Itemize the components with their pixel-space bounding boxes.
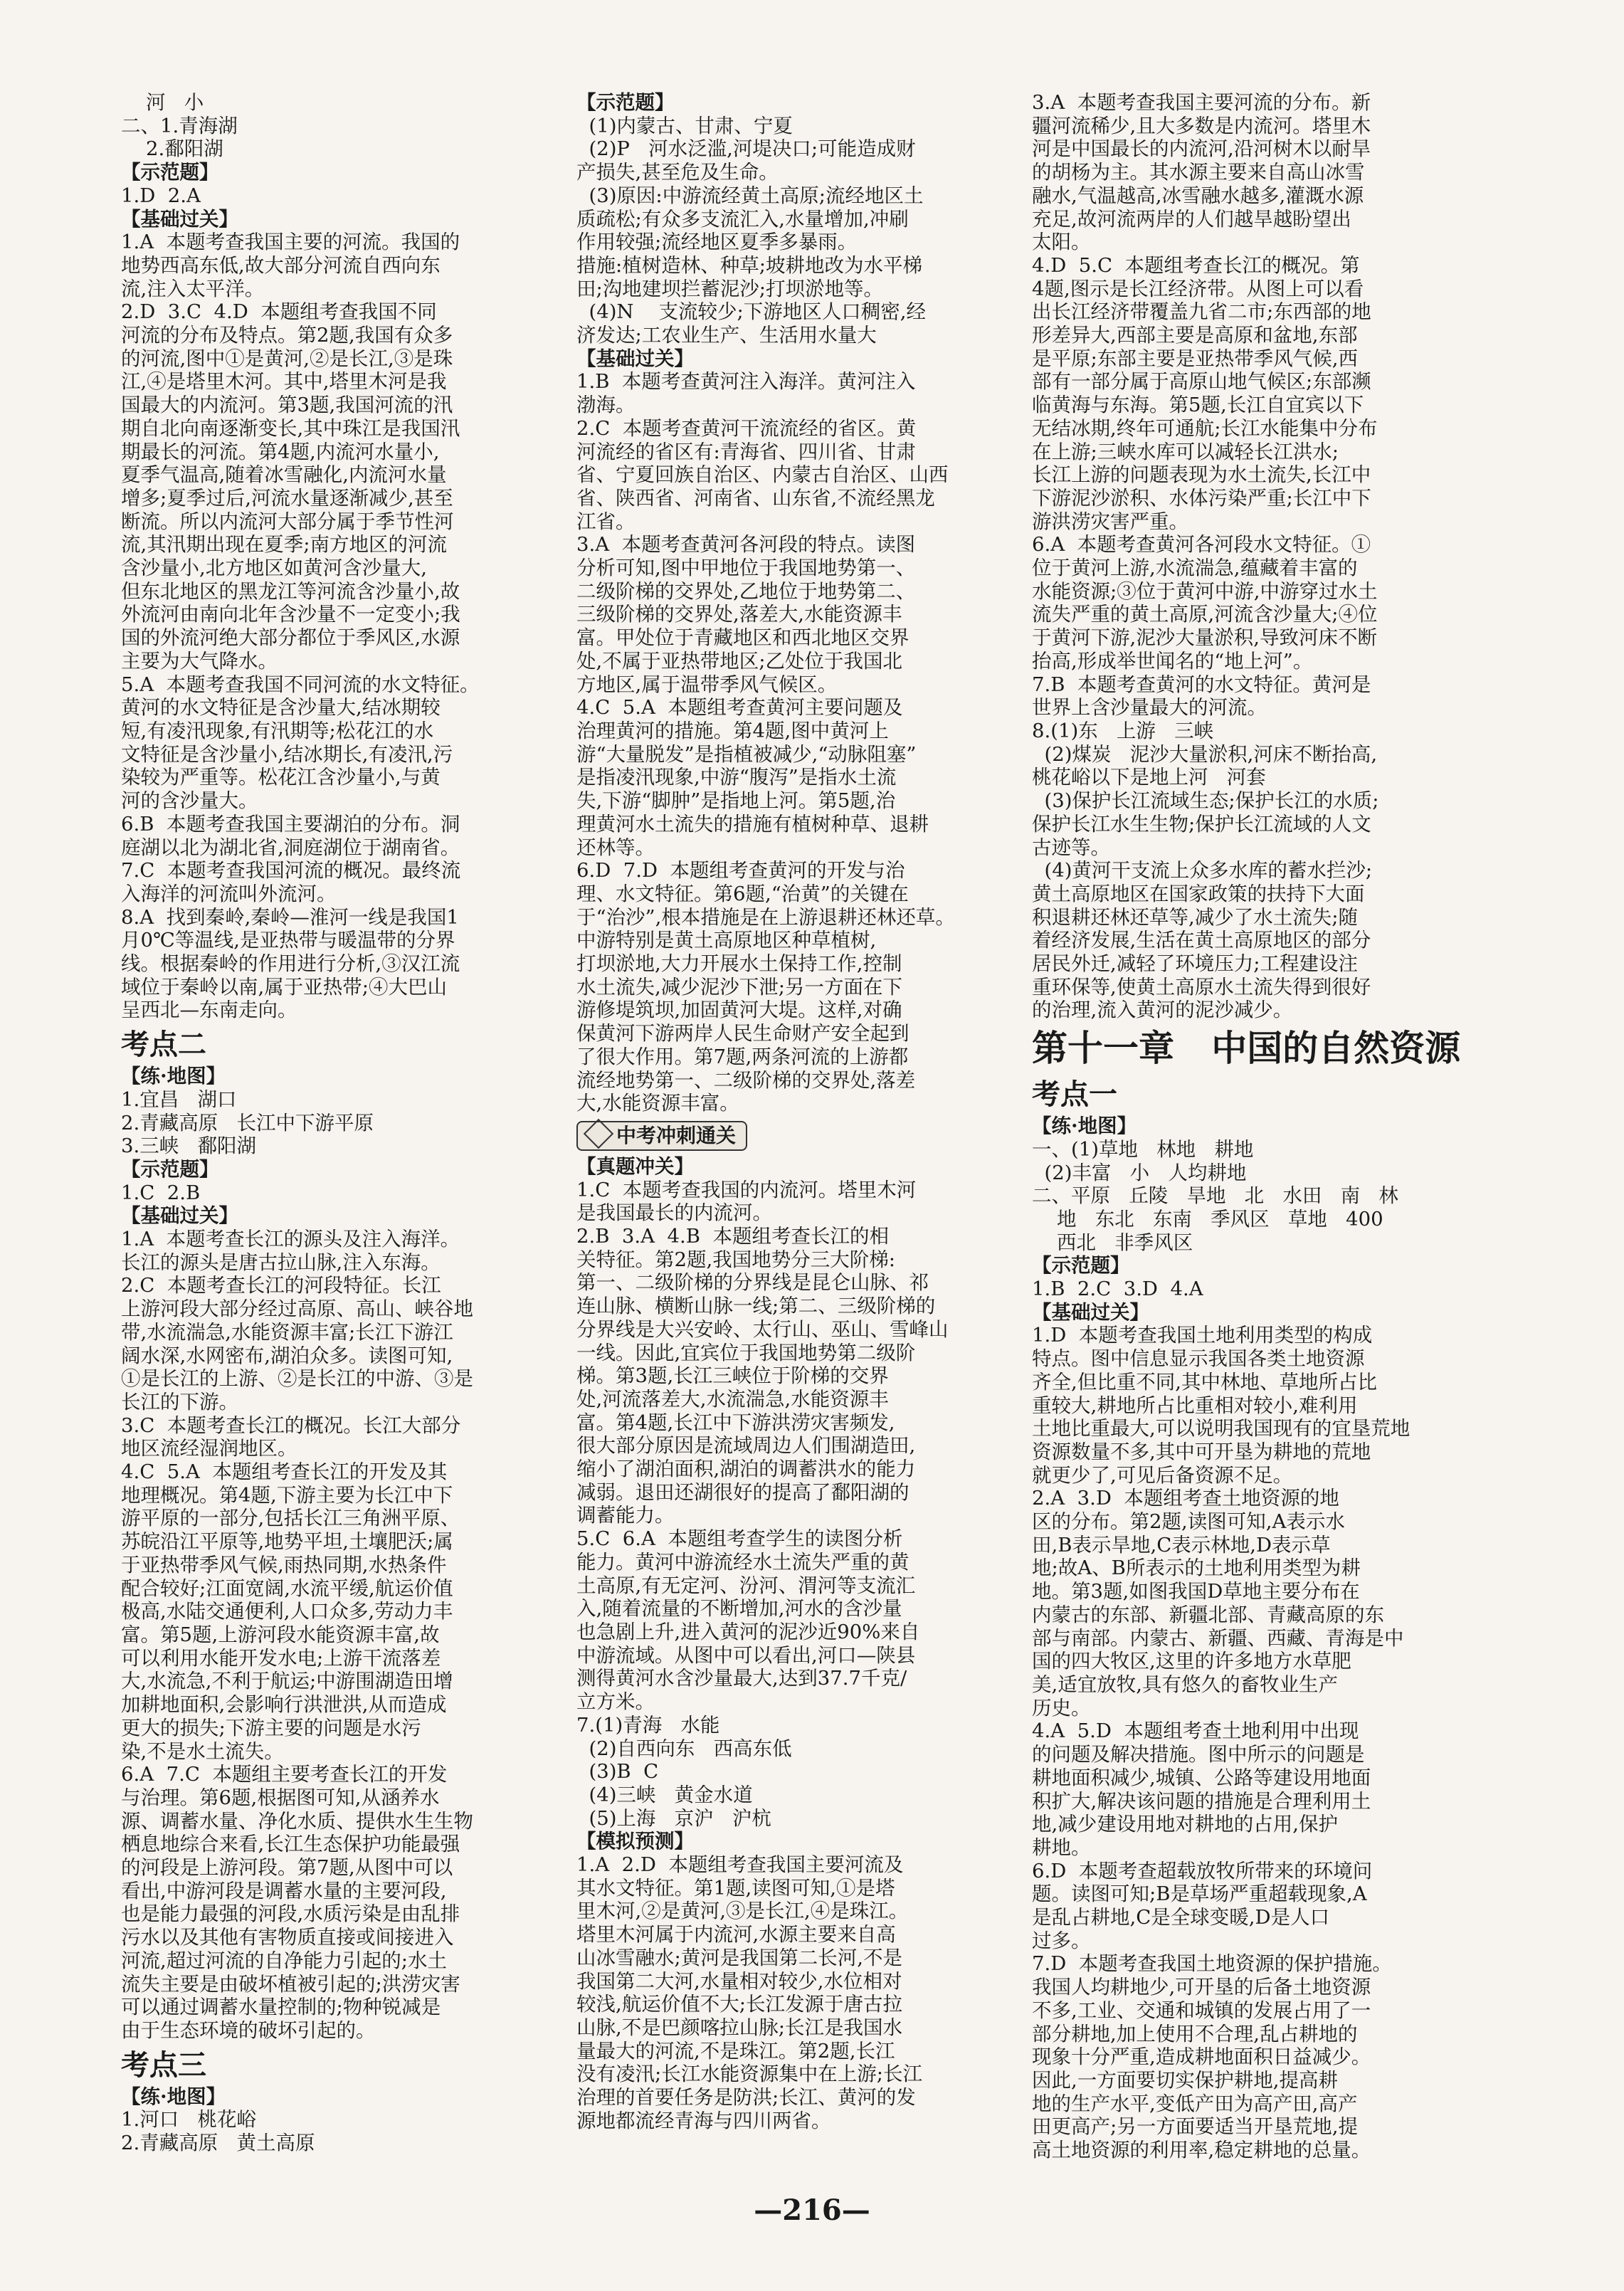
answer-line: 的问题及解决措施。图中所示的问题是 [1032, 1743, 1365, 1766]
answer-line: 短,有凌汛现象,有汛期等;松花江的水 [121, 719, 434, 742]
answer-line: 1.A 本题考查长江的源头及注入海洋。 [121, 1228, 460, 1251]
answer-line: 临黄海与东海。第5题,长江自宜宾以下 [1032, 394, 1364, 417]
answer-line: 7.(1)青海 水能 [576, 1713, 720, 1737]
answer-line: 是平原;东部主要是亚热带季风气候,西 [1032, 347, 1359, 370]
answer-line: 高土地资源的利用率,稳定耕地的总量。 [1032, 2139, 1371, 2162]
answer-line: 打坝淤地,大力开展水土保持工作,控制 [576, 952, 902, 976]
answer-line: 7.B 本题考查黄河的水文特征。黄河是 [1032, 673, 1371, 696]
answer-line: 河的含沙量大。 [121, 789, 258, 813]
answer-line: 染较为严重等。松花江含沙量小,与黄 [121, 766, 441, 789]
answer-line: 地势西高东低,故大部分河流自西向东 [121, 253, 441, 277]
subsection-label: 【练·地图】 [121, 1065, 226, 1088]
answer-line: 6.B 本题考查我国主要湖泊的分布。洞 [121, 812, 460, 836]
answer-line: 居民外迁,减轻了环境压力;工程建设注 [1032, 952, 1359, 976]
answer-line: 1.D 本题考查我国土地利用类型的构成 [1032, 1324, 1373, 1347]
answer-line: 因此,一方面要切实保护耕地,提高耕 [1032, 2068, 1338, 2092]
answer-line: 于黄河下游,泥沙大量淤积,导致河床不断 [1032, 626, 1377, 650]
answer-line: 不多,工业、交通和城镇的发展占用了一 [1032, 1998, 1371, 2022]
answer-line: 域位于秦岭以南,属于亚热带;④大巴山 [121, 975, 448, 999]
answer-line: 加耕地面积,会影响行洪泄洪,从而造成 [121, 1693, 447, 1717]
answer-line: 梯。第3题,长江三峡位于阶梯的交界 [576, 1364, 889, 1388]
answer-line: 河流,超过河流的自净能力引起的;水土 [121, 1949, 448, 1972]
answer-line: 富。第5题,上游河段水能资源丰富,故 [121, 1623, 440, 1646]
answer-line: 流失严重的黄土高原,河流含沙量大;④位 [1032, 603, 1378, 626]
answer-line: 7.D 本题考查我国土地资源的保护措施。 [1032, 1952, 1392, 1976]
answer-line: 重环保等,使黄土高原水土流失得到很好 [1032, 975, 1371, 999]
answer-line: 分析可知,图中甲地位于我国地势第一、 [576, 557, 916, 580]
answer-line: 里木河,②是黄河,③是长江,④是珠江。 [576, 1900, 909, 1923]
subsection-label: 【练·地图】 [1032, 1115, 1137, 1138]
answer-line: 西北 非季风区 [1032, 1231, 1193, 1254]
answer-line: 作用较强;流经地区夏季多暴雨。 [576, 231, 858, 254]
answer-line: 抬高,形成举世闻名的“地上河”。 [1032, 649, 1313, 673]
answer-line: 题。读图可知;B是草场严重超载现象,A [1032, 1882, 1367, 1906]
answer-line: 水土流失,减少泥沙下泄;另一方面在下 [576, 975, 903, 999]
answer-line: 游“大量脱发”是指植被减少,“动脉阻塞” [576, 742, 917, 766]
answer-line: 地的生产水平,变低产田为高产田,高产 [1032, 2092, 1358, 2115]
answer-line: 的河流,图中①是黄河,②是长江,③是珠 [121, 347, 453, 370]
answer-line: 的河段是上游河段。第7题,从图中可以 [121, 1856, 453, 1880]
answer-line: 的治理,流入黄河的泥沙减少。 [1032, 999, 1293, 1022]
answer-line: 4.C 5.A 本题组考查黄河主要问题及 [576, 696, 903, 720]
answer-line: 分界线是大兴安岭、太行山、巫山、雪峰山 [576, 1317, 949, 1341]
answer-line: 土地比重最大,可以说明我国现有的宜垦荒地 [1032, 1417, 1411, 1441]
answer-line: (2)P 河水泛滥,河堤决口;可能造成财 [576, 137, 916, 161]
answer-line: 特点。图中信息显示我国各类土地资源 [1032, 1347, 1365, 1371]
subsection-label: 【基础过关】 [121, 1204, 238, 1228]
answer-line: 测得黄河水含沙量最大,达到37.7千克/ [576, 1667, 907, 1690]
answer-line: 齐全,但比重不同,其中林地、草地所占比 [1032, 1370, 1377, 1394]
answer-line: 江省。 [576, 510, 636, 533]
answer-line: 着经济发展,生活在黄土高原地区的部分 [1032, 929, 1371, 952]
page-number: —216— [754, 2193, 870, 2227]
answer-line: 主要为大气降水。 [121, 649, 278, 673]
answer-line: 1.D 2.A [121, 184, 201, 207]
answer-line: 地;故A、B所表示的土地利用类型为耕 [1032, 1557, 1361, 1580]
answer-line: 3.A 本题考查黄河各河段的特点。读图 [576, 533, 916, 557]
answer-line: 4.C 5.A 本题组考查长江的开发及其 [121, 1460, 448, 1484]
answer-line: 渤海。 [576, 394, 636, 417]
answer-line: 1.宜昌 湖口 [121, 1087, 237, 1111]
answer-line: 治理黄河的措施。第4题,图中黄河上 [576, 719, 889, 742]
answer-line: 耕地。 [1032, 1836, 1091, 1859]
answer-line: 2.青藏高原 长江中下游平原 [121, 1111, 374, 1134]
answer-line: 国的外流河绝大部分都位于季风区,水源 [121, 626, 460, 650]
answer-line: 带,水流湍急,水能资源丰富;长江下游江 [121, 1320, 453, 1344]
answer-line: 我国第二大河,水量相对较少,水位相对 [576, 1969, 902, 1993]
answer-line: 关特征。第2题,我国地势分三大阶梯: [576, 1248, 896, 1271]
answer-line: 6.D 7.D 本题组考查黄河的开发与治 [576, 859, 905, 883]
answer-line: 3.三峡 鄱阳湖 [121, 1134, 256, 1158]
answer-line: 地区流经湿润地区。 [121, 1437, 297, 1460]
answer-line: 还林等。 [576, 836, 655, 859]
answer-line: 河是中国最长的内流河,沿河树木以耐旱 [1032, 137, 1371, 161]
answer-line: 更大的损失;下游主要的问题是水污 [121, 1716, 421, 1739]
answer-line: 长江上游的问题表现为水土流失,长江中 [1032, 463, 1371, 487]
answer-line: 质疏松;有众多支流汇入,水量增加,冲刷 [576, 207, 909, 231]
answer-line: 历史。 [1032, 1696, 1091, 1719]
answer-line: 2.C 本题考查黄河干流流经的省区。黄 [576, 416, 917, 440]
diamond-icon [584, 1119, 613, 1149]
answer-line: 栖息地综合来看,长江生态保护功能最强 [121, 1833, 460, 1856]
answer-line: 1.A 本题考查我国主要的河流。我国的 [121, 231, 460, 254]
answer-line: 源、调蓄水量、净化水质、提供水生生物 [121, 1809, 473, 1833]
answer-line: 资源数量不多,其中可开垦为耕地的荒地 [1032, 1440, 1371, 1463]
answer-line: 三级阶梯的交界处,落差大,水能资源丰 [576, 603, 902, 626]
answer-line: 黄土高原地区在国家政策的扶持下大面 [1032, 882, 1365, 905]
answer-line: 游洪涝灾害严重。 [1032, 510, 1188, 533]
answer-line: 地理概况。第4题,下游主要为长江中下 [121, 1483, 453, 1507]
answer-line: 1.河口 桃花峪 [121, 2108, 256, 2132]
answer-line: 太阳。 [1032, 231, 1091, 254]
answer-line: 入,随着流量的不断增加,河水的含沙量 [576, 1597, 902, 1621]
answer-line: 配合较好;江面宽阔,水流平缓,航运价值 [121, 1576, 453, 1600]
answer-line: 古迹等。 [1032, 836, 1110, 859]
section-heading: 考点三 [121, 2048, 206, 2082]
answer-line: 看出,中游河段是调蓄水量的主要河段, [121, 1879, 447, 1902]
answer-line: 污水以及其他有害物质直接或间接进入 [121, 1926, 454, 1949]
answer-line: 山冰雪融水;黄河是我国第二长河,不是 [576, 1946, 903, 1969]
answer-line: 没有凌汛;长江水能资源集中在上游;长江 [576, 2063, 923, 2086]
answer-line: 地 东北 东南 季风区 草地 400 [1032, 1207, 1383, 1231]
answer-line: 积退耕还林还草等,减少了水土流失;随 [1032, 905, 1359, 929]
answer-line: 6.D 本题考查超载放牧所带来的环境问 [1032, 1859, 1373, 1882]
subsection-label: 【真题冲关】 [576, 1154, 694, 1178]
answer-line: 济发达;工农业生产、生活用水量大 [576, 324, 877, 347]
answer-line: 于“治沙”,根本措施是在上游退耕还林还草。 [576, 905, 955, 929]
answer-line: 美,适宜放牧,具有悠久的畜牧业生产 [1032, 1673, 1338, 1696]
answer-line: 江,④是塔里木河。其中,塔里木河是我 [121, 370, 447, 394]
answer-column-middle [576, 91, 1067, 2132]
answer-line: 1.B 本题考查黄河注入海洋。黄河注入 [576, 370, 916, 394]
answer-line: (3)保护长江流域生态;保护长江的水质; [1032, 789, 1379, 813]
answer-line: 2.A 3.D 本题组考查土地资源的地 [1032, 1487, 1339, 1510]
answer-line: 理黄河水土流失的措施有植树种草、退耕 [576, 812, 929, 836]
answer-line: 积扩大,解决该问题的措施是合理利用土 [1032, 1789, 1371, 1813]
answer-line: 也急剧上升,进入黄河的泥沙近90%来自 [576, 1621, 920, 1643]
answer-line: 6.A 7.C 本题组主要考查长江的开发 [121, 1763, 448, 1786]
answer-line: 国最大的内流河。第3题,我国河流的汛 [121, 394, 453, 417]
subsection-label: 【练·地图】 [121, 2085, 226, 2108]
answer-line: 地。第3题,如图我国D草地主要分布在 [1032, 1580, 1360, 1603]
answer-line: 的胡杨为主。其水源主要来自高山冰雪 [1032, 161, 1365, 184]
answer-line: 富。第4题,长江中下游洪涝灾害频发, [576, 1411, 895, 1434]
answer-column-right [1032, 91, 1523, 2162]
answer-line: 充足,故河流两岸的人们越旱越盼望出 [1032, 207, 1351, 231]
answer-line: 融水,气温越高,冰雪融水越多,灌溉水源 [1032, 184, 1364, 207]
answer-line: 部与南部。内蒙古、新疆、西藏、青海是中 [1032, 1626, 1404, 1650]
answer-line: 调蓄能力。 [576, 1504, 675, 1527]
answer-line: 流,其汛期出现在夏季;南方地区的河流 [121, 533, 448, 557]
answer-line: 二级阶梯的交界处,乙地位于地势第二、 [576, 579, 916, 603]
answer-line: 处,河流落差大,水流湍急,水能资源丰 [576, 1387, 889, 1411]
answer-line: 2.C 本题考查长江的河段特征。长江 [121, 1274, 441, 1297]
answer-line: 出长江经济带覆盖九省二市;东西部的地 [1032, 300, 1371, 324]
answer-line: 缩小了湖泊面积,湖泊的调蓄洪水的能力 [576, 1458, 916, 1481]
answer-line: 中游流域。从图中可以看出,河口—陕县 [576, 1643, 916, 1667]
answer-line: 流经地势第一、二级阶梯的交界处,落差 [576, 1068, 916, 1092]
answer-line: 呈西北—东南走向。 [121, 999, 297, 1022]
answer-line: (3)原因:中游流经黄土高原;流经地区土 [576, 184, 924, 207]
answer-line: (2)丰富 小 人均耕地 [1032, 1161, 1247, 1184]
answer-line: 游修堤筑坝,加固黄河大堤。这样,对确 [576, 999, 902, 1022]
subsection-label: 【基础过关】 [576, 347, 694, 370]
answer-line: 大,水能资源丰富。 [576, 1092, 739, 1115]
answer-line: 区的分布。第2题,读图可知,A表示水 [1032, 1510, 1345, 1534]
answer-line: 染,不是水土流失。 [121, 1739, 284, 1763]
answer-line: 8.A 找到秦岭,秦岭—淮河一线是我国1 [121, 905, 459, 929]
answer-line: 田,B表示旱地,C表示林地,D表示草 [1032, 1533, 1331, 1557]
answer-line: 省、陕西省、河南省、山东省,不流经黑龙 [576, 486, 935, 510]
answer-line: 游平原的一部分,包括长江三角洲平原、 [121, 1507, 460, 1530]
answer-line: 河流的分布及特点。第2题,我国有众多 [121, 324, 453, 347]
answer-line: 6.A 本题考查黄河各河段水文特征。① [1032, 533, 1371, 557]
answer-line: 世界上含沙量最大的河流。 [1032, 696, 1267, 720]
answer-line: 1.B 2.C 3.D 4.A [1032, 1278, 1203, 1301]
answer-line: 2.D 3.C 4.D 本题组考查我国不同 [121, 300, 437, 324]
answer-line: 4.A 5.D 本题组考查土地利用中出现 [1032, 1719, 1359, 1743]
answer-line: 二、平原 丘陵 旱地 北 水田 南 林 [1032, 1184, 1398, 1208]
answer-line: 立方米。 [576, 1690, 655, 1714]
answer-line: 较浅,航运价值不大;长江发源于唐古拉 [576, 1993, 903, 2016]
answer-line: 其水文特征。第1题,读图可知,①是塔 [576, 1876, 895, 1900]
answer-line: 土高原,有无定河、汾河、渭河等支流汇 [576, 1574, 916, 1597]
answer-line: 塔里木河属于内流河,水源主要来自高 [576, 1923, 896, 1947]
answer-line: 中游特别是黄土高原地区种草植树, [576, 929, 877, 952]
answer-line: 极高,水陆交通便利,人口众多,劳动力丰 [121, 1600, 453, 1623]
answer-line: 月0℃等温线,是亚热带与暖温带的分界 [121, 929, 455, 952]
answer-line: 水能资源;③位于黄河中游,中游穿过水土 [1032, 579, 1378, 603]
answer-line: 过多。 [1032, 1929, 1091, 1952]
answer-line: 5.C 6.A 本题组考查学生的读图分析 [576, 1527, 903, 1551]
answer-line: 大,水流急,不利于航运;中游围湖造田增 [121, 1670, 453, 1693]
answer-line: 1.C 2.B [121, 1181, 201, 1204]
answer-line: 与治理。第6题,根据图可知,从涵养水 [121, 1786, 440, 1809]
answer-line: 方地区,属于温带季风气候区。 [576, 673, 838, 696]
answer-line: (4)N 支流较少;下游地区人口稠密,经 [576, 300, 926, 324]
answer-line: 流失主要是由破坏植被引起的;洪涝灾害 [121, 1972, 460, 1996]
answer-line: 措施:植树造林、种草;坡耕地改为水平梯 [576, 253, 923, 277]
answer-line: 就更少了,可见后备资源不足。 [1032, 1463, 1293, 1487]
answer-line: 期自北向南逐渐变长,其中珠江是我国汛 [121, 416, 460, 440]
answer-line: (4)黄河干支流上众多水库的蓄水拦沙; [1032, 859, 1373, 883]
answer-line: 二、1.青海湖 [121, 114, 238, 137]
answer-line: 3.A 本题考查我国主要河流的分布。新 [1032, 91, 1371, 114]
answer-line: (3)B C [576, 1760, 659, 1784]
answer-line: 一线。因此,宜宾位于我国地势第二级阶 [576, 1341, 916, 1364]
subsection-label: 【示范题】 [121, 161, 219, 184]
answer-line: 重较大,耕地所占比重相对较小,难利用 [1032, 1394, 1358, 1417]
answer-line: 山脉,不是巴颜喀拉山脉;长江是我国水 [576, 2016, 903, 2039]
answer-line: 苏皖沿江平原等,地势平坦,土壤肥沃;属 [121, 1530, 453, 1554]
answer-line: 但东北地区的黑龙江等河流含沙量小,故 [121, 579, 460, 603]
answer-line: 7.C 本题考查我国河流的概况。最终流 [121, 859, 461, 883]
answer-line: 理、水文特征。第6题,“治黄”的关键在 [576, 882, 909, 905]
answer-line: 田;沟地建坝拦蓄泥沙;打坝淤地等。 [576, 277, 884, 300]
subsection-label: 【示范题】 [121, 1157, 219, 1181]
answer-line: (5)上海 京沪 沪杭 [576, 1806, 771, 1830]
answer-line: (4)三峡 黄金水道 [576, 1783, 753, 1806]
answer-line: 富。甲处位于青藏地区和西北地区交界 [576, 626, 909, 650]
answer-line: 含沙量小,北方地区如黄河含沙量大, [121, 557, 427, 580]
answer-line: 是我国最长的内流河。 [576, 1201, 772, 1225]
answer-line: 部有一部分属于高原山地气候区;东部濒 [1032, 370, 1371, 394]
answer-line: 1.A 2.D 本题组考查我国主要河流及 [576, 1853, 904, 1877]
answer-line: 上游河段大部分经过高原、高山、峡谷地 [121, 1297, 473, 1321]
answer-line: 夏季气温高,随着冰雪融化,内流河水量 [121, 463, 447, 487]
answer-line: (1)内蒙古、甘肃、宁夏 [576, 114, 793, 137]
answer-line: 增多;夏季过后,河流水量逐渐减少,甚至 [121, 486, 453, 510]
answer-line: 耕地面积减少,城镇、公路等建设用地面 [1032, 1766, 1371, 1789]
answer-line: (2)自西向东 西高东低 [576, 1737, 792, 1760]
answer-line: 可以通过调蓄水量控制的;物种锐减是 [121, 1996, 441, 2019]
answer-line: 在上游;三峡水库可以减轻长江洪水; [1032, 440, 1339, 463]
subsection-label: 【示范题】 [1032, 1254, 1130, 1278]
answer-line: 3.C 本题考查长江的概况。长江大部分 [121, 1413, 461, 1437]
answer-line: 连山脉、横断山脉一线;第二、三级阶梯的 [576, 1295, 936, 1318]
answer-line: 下游泥沙淤积、水体污染严重;长江中下 [1032, 486, 1371, 510]
answer-line: 现象十分严重,造成耕地面积日益减少。 [1032, 2045, 1371, 2069]
answer-line: 于亚热带季风气候,雨热同期,水热条件 [121, 1553, 447, 1576]
section-banner-label: 中考冲刺通关 [616, 1123, 737, 1147]
answer-line: 位于黄河上游,水流湍急,蕴藏着丰富的 [1032, 557, 1358, 580]
answer-line: 黄河的水文特征是含沙量大,结冰期较 [121, 696, 441, 720]
answer-line: 是指凌汛现象,中游“腹泻”是指水土流 [576, 766, 897, 789]
answer-line: 阔水深,水网密布,湖泊众多。读图可知, [121, 1344, 453, 1367]
answer-line: 4题,图示是长江经济带。从图上可以看 [1032, 277, 1364, 300]
answer-line: (2)煤炭 泥沙大量淤积,河床不断抬高, [1032, 742, 1378, 766]
answer-line: 产损失,甚至危及生命。 [576, 161, 779, 184]
subsection-label: 【基础过关】 [1032, 1300, 1149, 1324]
section-banner [576, 1121, 747, 1151]
section-heading: 考点二 [121, 1028, 206, 1062]
answer-line: 了很大作用。第7题,两条河流的上游都 [576, 1045, 909, 1068]
answer-line: 保护长江水生生物;保护长江流域的人文 [1032, 812, 1371, 836]
answer-line: 流,注入太平洋。 [121, 277, 265, 300]
answer-line: 形差异大,西部主要是高原和盆地,东部 [1032, 324, 1358, 347]
answer-line: 1.C 本题考查我国的内流河。塔里木河 [576, 1178, 917, 1201]
answer-line: 桃花峪以下是地上河 河套 [1032, 766, 1266, 789]
answer-line: 失,下游“脚肿”是指地上河。第5题,治 [576, 789, 896, 813]
answer-line: 一、(1)草地 林地 耕地 [1032, 1137, 1254, 1161]
answer-line: 入海洋的河流叫外流河。 [121, 882, 337, 905]
answer-line: 外流河由南向北年含沙量不一定变小;我 [121, 603, 460, 626]
answer-column-left [121, 91, 612, 2155]
answer-line: 内蒙古的东部、新疆北部、青藏高原的东 [1032, 1603, 1384, 1626]
answer-line: 无结冰期,终年可通航;长江水能集中分布 [1032, 416, 1378, 440]
answer-line: 处,不属于亚热带地区;乙处位于我国北 [576, 649, 903, 673]
answer-line: 治理的首要任务是防洪;长江、黄河的发 [576, 2086, 916, 2110]
answer-line: 第一、二级阶梯的分界线是昆仑山脉、祁 [576, 1271, 929, 1295]
answer-line: 8.(1)东 上游 三峡 [1032, 719, 1214, 742]
answer-line: 量最大的河流,不是珠江。第2题,长江 [576, 2039, 895, 2063]
answer-line: 能力。黄河中游流经水土流失严重的黄 [576, 1550, 909, 1574]
answer-line: 由于生态环境的破坏引起的。 [121, 2018, 376, 2042]
answer-line: 期最长的河流。第4题,内流河水量小, [121, 440, 440, 463]
answer-line: 长江的源头是唐古拉山脉,注入东海。 [121, 1250, 441, 1274]
answer-line: 2.B 3.A 4.B 本题组考查长江的相 [576, 1225, 889, 1248]
chapter-title: 第十一章 中国的自然资源 [1032, 1028, 1461, 1070]
answer-line: 5.A 本题考查我国不同河流的水文特征。 [121, 673, 480, 696]
answer-line: 地,减少建设用地对耕地的占用,保护 [1032, 1813, 1338, 1836]
answer-line: 4.D 5.C 本题组考查长江的概况。第 [1032, 253, 1360, 277]
answer-line: 省、宁夏回族自治区、内蒙古自治区、山西 [576, 463, 949, 487]
answer-line: 是乱占耕地,C是全球变暖,D是人口 [1032, 1906, 1330, 1929]
subsection-label: 【基础过关】 [121, 207, 238, 231]
answer-line: 文特征是含沙量小,结冰期长,有凌汛,污 [121, 742, 453, 766]
answer-line: 部分耕地,加上使用不合理,乱占耕地的 [1032, 2022, 1358, 2045]
answer-line: 庭湖以北为湖北省,洞庭湖位于湖南省。 [121, 836, 460, 859]
answer-line: 很大部分原因是流域周边人们围湖造田, [576, 1434, 916, 1458]
subsection-label: 【示范题】 [576, 91, 675, 114]
answer-line: 河流经的省区有:青海省、四川省、甘肃 [576, 440, 916, 463]
subsection-label: 【模拟预测】 [576, 1830, 694, 1853]
answer-line: 保黄河下游两岸人民生命财产安全起到 [576, 1022, 909, 1046]
answer-line: 疆河流稀少,且大多数是内流河。塔里木 [1032, 114, 1371, 137]
answer-line: 减弱。退田还湖很好的提高了鄱阳湖的 [576, 1480, 909, 1504]
answer-line: 2.鄱阳湖 [121, 137, 223, 161]
answer-line: 也是能力最强的河段,水质污染是由乱排 [121, 1902, 460, 1926]
answer-line: 可以利用水能开发水电;上游干流落差 [121, 1646, 441, 1670]
section-heading: 考点一 [1032, 1078, 1117, 1112]
answer-line: 线。根据秦岭的作用进行分析,③汉江流 [121, 952, 460, 976]
answer-line: 田更高产;另一方面要适当开垦荒地,提 [1032, 2115, 1359, 2139]
answer-line: 2.青藏高原 黄土高原 [121, 2132, 315, 2155]
answer-line: 长江的下游。 [121, 1390, 238, 1413]
answer-line: 我国人均耕地少,可开垦的后备土地资源 [1032, 1976, 1371, 1999]
answer-line: 断流。所以内流河大部分属于季节性河 [121, 510, 454, 533]
answer-line: ①是长江的上游、②是长江的中游、③是 [121, 1367, 473, 1391]
answer-line: 国的四大牧区,这里的许多地方水草肥 [1032, 1650, 1351, 1673]
answer-line: 河 小 [121, 91, 204, 114]
answer-line: 源地都流经青海与四川两省。 [576, 2109, 831, 2132]
